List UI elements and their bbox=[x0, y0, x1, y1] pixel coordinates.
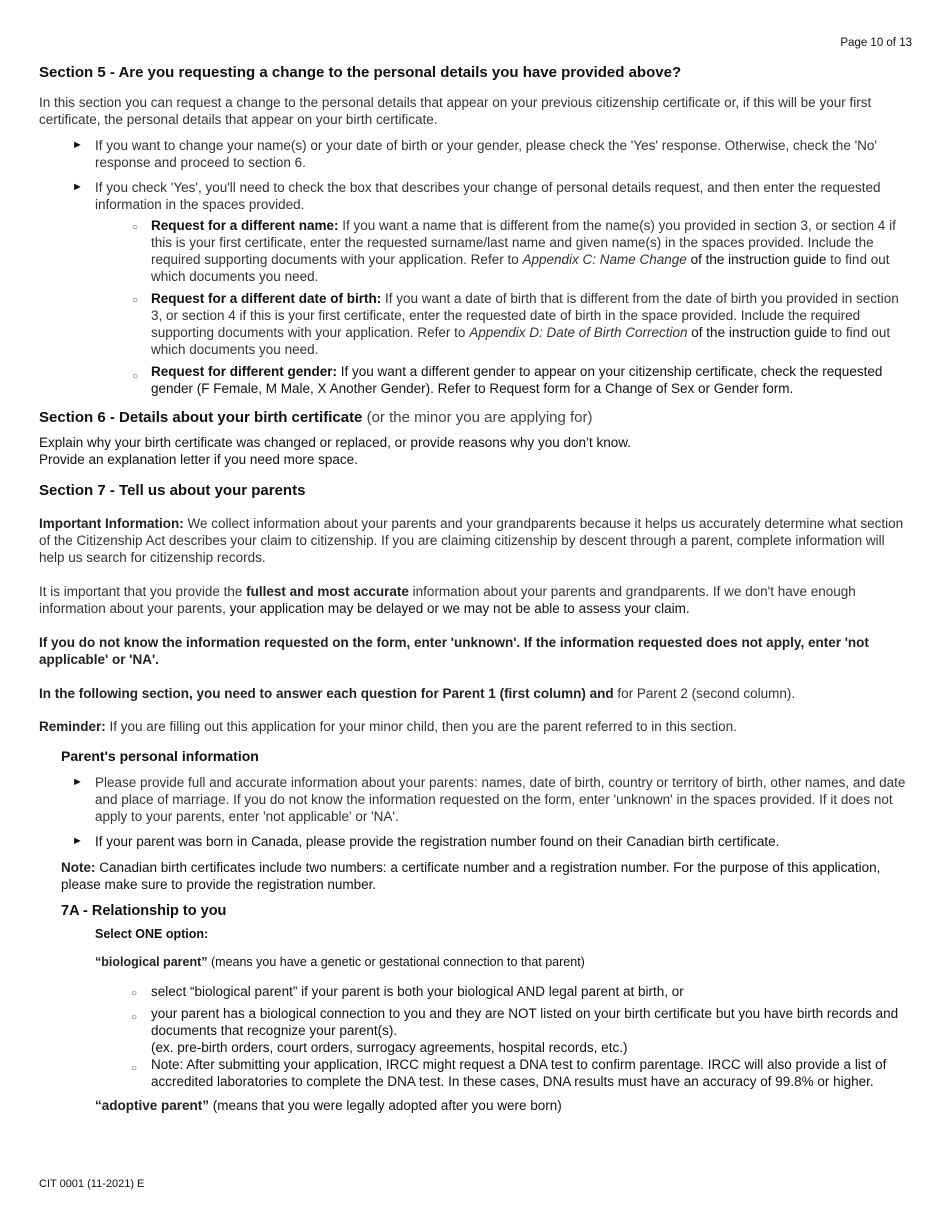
reminder-text: If you are filling out this application for your minor child, then you are the parent referred to in this section. bbox=[105, 719, 737, 734]
request-gender-text: If you want a different gender to appear on your citizenship certificate, check the requested gender (F Female, M Male, X Another Gender). Refer to Request form for a Change of Sex or Gender form. bbox=[151, 364, 883, 396]
section5-intro: In this section you can request a change to the personal details that appear on your previous citizenship certificate or, if this will be your first certificate, the personal details that appear on your birth certificate. bbox=[39, 95, 872, 127]
request-name-text: If you want a name that is different from the name(s) you provided in section 3, or section 4 if this is your first certificate, enter the requested surname/last name and given name(s) in the spaces provided. Include the required supporting documents with your application. Refer to bbox=[151, 218, 896, 267]
section7-fullest bbox=[39, 583, 912, 617]
form-code: CIT 0001 (11-2021) E bbox=[39, 1178, 145, 1190]
fullest-mid: information about your parents and grandparents. If we don't have enough information about your parents, bbox=[39, 584, 856, 616]
section5-bullet-2: If you check 'Yes', you'll need to check the box that describes your change of personal details request, and then enter the requested information in the spaces provided. bbox=[95, 180, 881, 212]
section6-title-bold: Section 6 - Details about your birth certificate bbox=[39, 409, 363, 426]
section6-line2: Provide an explanation letter if you need more space. bbox=[39, 452, 358, 467]
request-name-ref: Appendix C: Name Change bbox=[522, 252, 687, 267]
circle-bullet-icon: ○ bbox=[132, 371, 139, 382]
biological-option-3 bbox=[95, 1056, 912, 1090]
section6-title-light: (or the minor you are applying for) bbox=[362, 409, 593, 426]
adoptive-parent-definition bbox=[95, 1097, 912, 1114]
biological-option-1 bbox=[95, 983, 912, 1000]
section5-request-items bbox=[39, 217, 912, 397]
adoptive-parent-text: (means that you were legally adopted after you were born) bbox=[209, 1098, 562, 1113]
bio-item-3: Note: After submitting your application, IRCC might request a DNA test to confirm parentage. IRCC will also provide a list of accredited laboratories to complete the DNA test. In these cases, DNA results must have an accuracy of 99.8% or higher. bbox=[151, 1057, 887, 1089]
triangle-bullet-icon: ► bbox=[72, 776, 83, 788]
section7-important bbox=[39, 515, 912, 566]
request-dob-label: Request for a different date of birth: bbox=[151, 291, 382, 306]
circle-bullet-icon: ○ bbox=[131, 988, 138, 999]
request-different-gender bbox=[39, 363, 912, 397]
list-item bbox=[39, 833, 912, 850]
important-text: We collect information about your parents and your grandparents because it helps us accurately determine what section of the Citizenship Act describes your claim to citizenship. If you are claiming citizenship by descent through a parent, complete information will help us search for citizenship records. bbox=[39, 516, 904, 565]
page-number: Page 10 of 13 bbox=[840, 37, 912, 49]
request-dob-ref: Appendix D: Date of Birth Correction bbox=[469, 325, 688, 340]
section7a-body bbox=[95, 927, 912, 1114]
unknown-notice: If you do not know the information requested on the form, enter 'unknown'. If the information requested does not apply, enter 'not applicable' or 'NA'. bbox=[39, 635, 869, 667]
biological-parent-definition bbox=[95, 954, 912, 971]
triangle-bullet-icon: ► bbox=[72, 181, 83, 193]
bio-item-2-extra: (ex. pre-birth orders, court orders, surrogacy agreements, hospital records, etc.) bbox=[151, 1040, 628, 1055]
important-label: Important Information: bbox=[39, 516, 184, 531]
request-dob-text: If you want a date of birth that is different from the date of birth you provided in section 3, or section 4 if this is your first certificate, enter the requested date of birth in the space provided. Include the required supporting documents with your application. Refer to bbox=[151, 291, 899, 340]
select-one-option: Select ONE option: bbox=[95, 927, 209, 941]
triangle-bullet-icon: ► bbox=[72, 835, 83, 847]
section6-line1: Explain why your birth certificate was changed or replaced, or provide reasons why you don’t know. bbox=[39, 435, 632, 450]
bio-item-2: your parent has a biological connection to you and they are NOT listed on your birth certificate but you have birth records and documents that recognize your parent(s). bbox=[151, 1006, 899, 1038]
fullest-end: your application may be delayed or we may not be able to assess your claim. bbox=[229, 601, 690, 616]
reminder bbox=[39, 718, 912, 735]
section6-title bbox=[39, 408, 912, 428]
request-dob-end: to find out which documents you need. bbox=[151, 325, 891, 357]
request-gender-label: Request for different gender: bbox=[151, 364, 338, 379]
biological-parent-text: (means you have a genetic or gestational connection to that parent) bbox=[207, 955, 585, 969]
following-light: for Parent 2 (second column). bbox=[613, 686, 796, 701]
list-item bbox=[39, 179, 912, 213]
request-name-end: to find out which documents you need. bbox=[151, 252, 890, 284]
request-dob-ref-tail: of the instruction guide bbox=[687, 325, 828, 340]
personal-bullet-2: If your parent was born in Canada, please provide the registration number found on their Canadian birth certificate. bbox=[95, 834, 780, 849]
circle-bullet-icon: ○ bbox=[131, 1012, 138, 1023]
parent-personal-info bbox=[61, 748, 912, 1114]
section7-title: Section 7 - Tell us about your parents bbox=[39, 482, 306, 499]
biological-option-2 bbox=[95, 1005, 912, 1056]
circle-bullet-icon: ○ bbox=[131, 1063, 138, 1074]
note-text: Canadian birth certificates include two numbers: a certificate number and a registration number. For the purpose of this application, please make sure to provide the registration number. bbox=[61, 860, 881, 892]
list-item bbox=[39, 774, 912, 825]
following-bold: In the following section, you need to answer each question for Parent 1 (first column) and bbox=[39, 686, 614, 701]
section5-title-part2: you requesting a change to the personal details you have provided above? bbox=[147, 64, 682, 81]
personal-info-heading: Parent's personal information bbox=[61, 748, 259, 764]
section5-title-part1: Section 5 - Are bbox=[39, 64, 144, 81]
request-different-name bbox=[39, 217, 912, 285]
fullest-pre: It is important that you provide the bbox=[39, 584, 247, 599]
triangle-bullet-icon: ► bbox=[72, 139, 83, 151]
request-name-label: Request for a different name: bbox=[151, 218, 339, 233]
list-item bbox=[39, 137, 912, 171]
bio-item-1: select “biological parent” if your parent is both your biological AND legal parent at birth, or bbox=[151, 984, 684, 999]
circle-bullet-icon: ○ bbox=[132, 222, 139, 233]
document-body bbox=[39, 62, 912, 1114]
fullest-bold: fullest and most accurate bbox=[246, 584, 409, 599]
birth-certificate-note bbox=[61, 859, 912, 893]
section5-bullet-1: If you want to change your name(s) or your date of birth or your gender, please check the 'Yes' response. Otherwise, check the 'No' response and proceed to section 6. bbox=[95, 138, 877, 170]
request-different-dob bbox=[39, 290, 912, 358]
personal-bullet-1: Please provide full and accurate information about your parents: names, date of birth, country or territory of birth, other names, and date and place of marriage. If you do not know the information requested on the form, enter 'unknown' in the spaces provided. If it does not apply to your parents, enter 'not applicable' or 'NA'. bbox=[95, 775, 906, 824]
following-section-note bbox=[39, 685, 912, 702]
circle-bullet-icon: ○ bbox=[132, 295, 139, 306]
biological-parent-label: “biological parent” bbox=[95, 955, 208, 969]
section5-bullets bbox=[39, 137, 912, 213]
request-name-ref-tail: of the instruction guide bbox=[686, 252, 827, 267]
biological-options bbox=[95, 983, 912, 1090]
section5-title bbox=[39, 63, 912, 83]
note-label: Note: bbox=[61, 860, 96, 875]
reminder-label: Reminder: bbox=[39, 719, 106, 734]
section7a-title: 7A - Relationship to you bbox=[61, 903, 227, 919]
personal-info-bullets bbox=[39, 774, 912, 850]
adoptive-parent-label: “adoptive parent” bbox=[95, 1098, 210, 1113]
